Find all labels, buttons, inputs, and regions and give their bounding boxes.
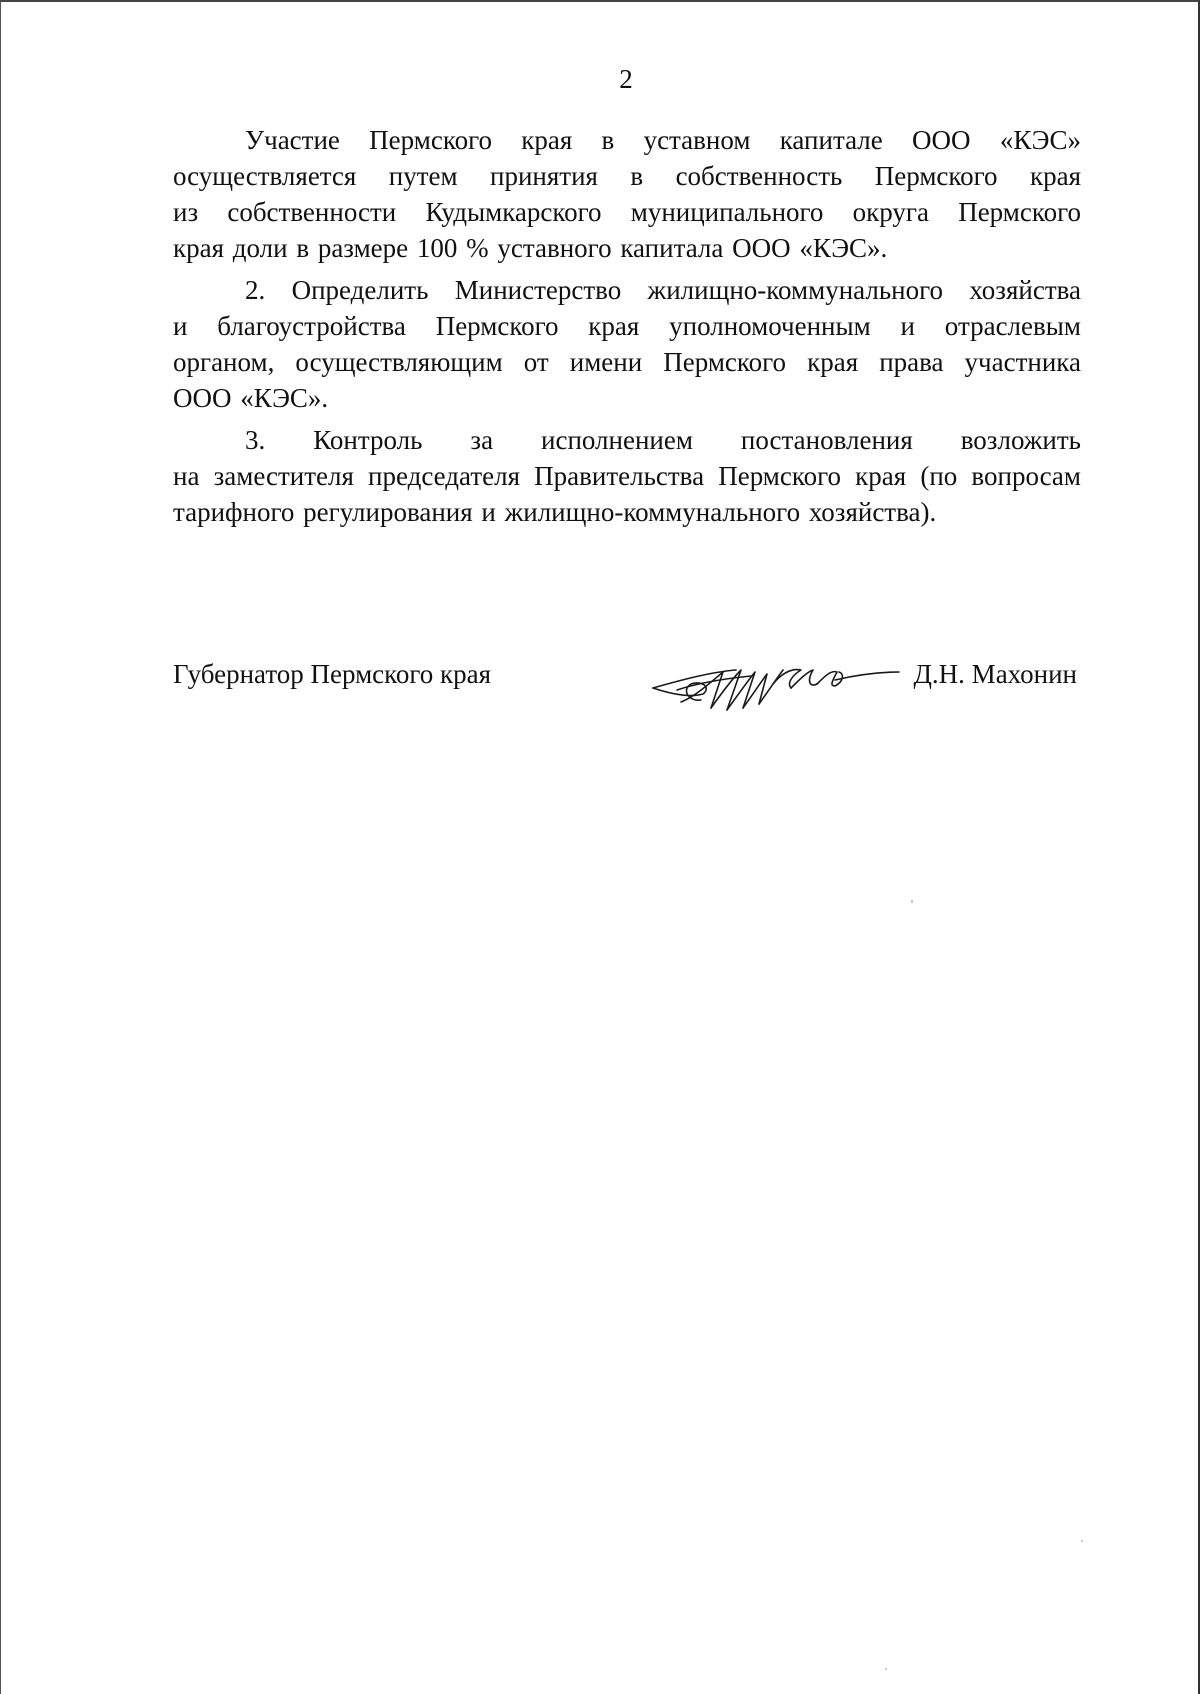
signature-block bbox=[173, 650, 1081, 730]
scan-speck bbox=[885, 1668, 887, 1670]
scan-speck bbox=[911, 900, 913, 903]
paragraph-line: осуществляется путем принятия в собственность Пермского края bbox=[173, 161, 1081, 191]
paragraph-line: из собственности Кудымкарского муниципального округа Пермского bbox=[173, 197, 1081, 227]
paragraph-line: ООО «КЭС». bbox=[173, 383, 329, 413]
paragraph-line: края доли в размере 100 % уставного капитала ООО «КЭС». bbox=[173, 233, 888, 263]
paragraph-2 bbox=[173, 272, 1081, 416]
paragraph-line: на заместителя председателя Правительства Пермского края (по вопросам bbox=[173, 461, 1081, 491]
document-body bbox=[173, 122, 1081, 536]
paragraph-line: Участие Пермского края в уставном капитале ООО «КЭС» bbox=[245, 125, 1081, 155]
paragraph-1 bbox=[173, 122, 1081, 266]
paragraph-line: и благоустройства Пермского края уполномоченным и отраслевым bbox=[173, 311, 1081, 341]
signatory-position: Губернатор Пермского края bbox=[173, 659, 492, 689]
page-number: 2 bbox=[619, 64, 633, 94]
paragraph-line: органом, осуществляющим от имени Пермского края права участника bbox=[173, 347, 1081, 377]
paragraph-line: 2. Определить Министерство жилищно-коммунального хозяйства bbox=[245, 275, 1081, 305]
paragraph-line: 3. Контроль за исполнением постановления возложить bbox=[245, 425, 1081, 455]
handwritten-signature-icon bbox=[641, 650, 901, 730]
paragraph-line: тарифного регулирования и жилищно-коммунального хозяйства). bbox=[173, 497, 937, 527]
scan-speck bbox=[1081, 1540, 1083, 1542]
paragraph-3 bbox=[173, 422, 1081, 530]
signatory-name: Д.Н. Махонин bbox=[913, 659, 1077, 689]
